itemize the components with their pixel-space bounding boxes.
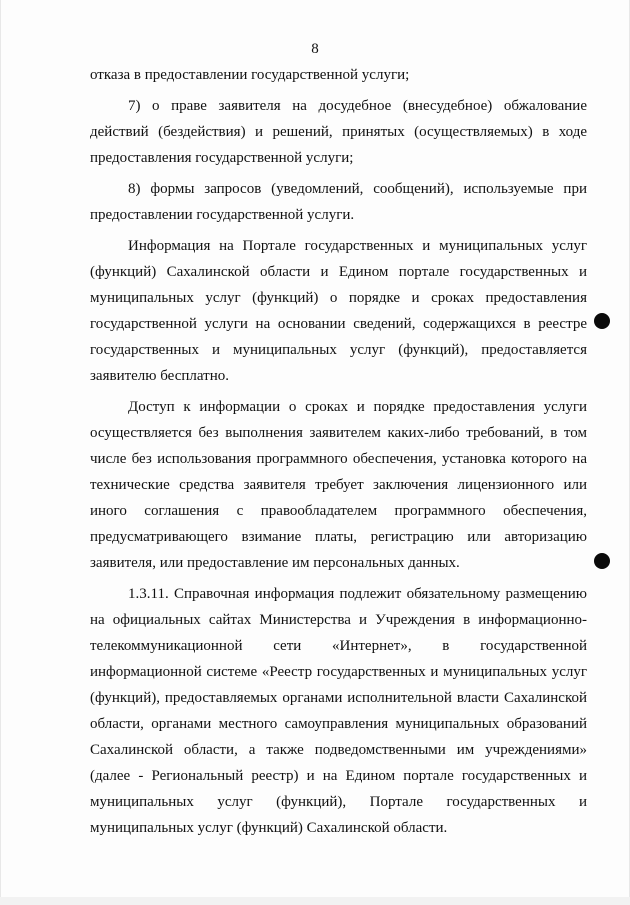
paragraph-item-8: 8) формы запросов (уведомлений, сообщений), используемые при предоставлении государственной услуги. (90, 181, 587, 223)
page-bottom-edge (0, 897, 630, 905)
paragraph-portal-info: Информация на Портале государственных и муниципальных услуг (функций) Сахалинской области и Едином портале государственных и муниципальных услуг (функций) о порядке и сроках предоставления государственной услуги на основании сведений, содержащихся в реестре государственных и муниципальных услуг (функций), предоставляется заявителю бесплатно. (90, 238, 587, 384)
paragraph-access-info: Доступ к информации о сроках и порядке предоставления услуги осуществляется без выполнения заявителем каких-либо требований, в том числе без использования программного обеспечения, установка которого на технические средства заявителя требует заключения лицензионного или иного соглашения с правообладателем программного обеспечения, предусматривающего взимание платы, регистрацию или авторизацию заявителя, или предоставление им персональных данных. (90, 399, 587, 571)
document-body (90, 62, 587, 846)
paragraph-continuation: отказа в предоставлении государственной услуги; (90, 67, 410, 83)
paragraph-item-7: 7) о праве заявителя на досудебное (внесудебное) обжалование действий (бездействия) и решений, принятых (осуществляемых) в ходе предоставления государственной услуги; (90, 98, 587, 166)
page-number: 8 (311, 41, 319, 57)
paragraph-section-1-3-11: 1.3.11. Справочная информация подлежит обязательному размещению на официальных сайтах Министерства и Учреждения в информационно-телекоммуникационной сети «Интернет», в государственной информационной системе «Реестр государственных и муниципальных услуг (функций), предоставляемых органами исполнительной власти Сахалинской области, органами местного самоуправления муниципальных образований Сахалинской области, а также подведомственными им учреждениями» (далее - Региональный реестр) и на Едином портале государственных и муниципальных услуг (функций), Портале государственных и муниципальных услуг (функций) Сахалинской области. (90, 586, 587, 836)
punch-hole-icon (594, 313, 610, 329)
punch-hole-icon (594, 553, 610, 569)
